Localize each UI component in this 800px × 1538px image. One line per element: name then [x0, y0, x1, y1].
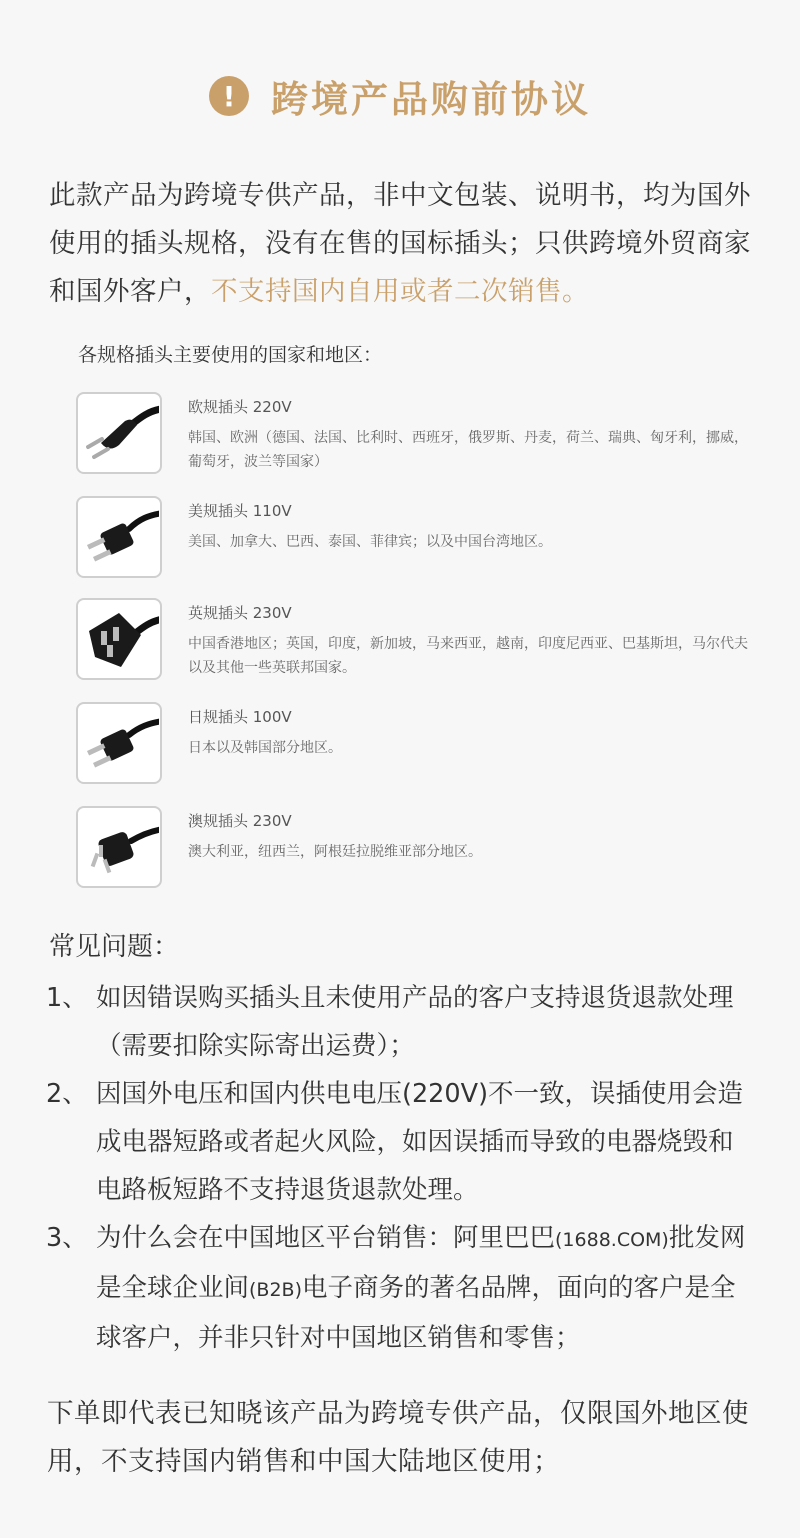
- plug-title: 澳规插头 230V: [188, 812, 292, 830]
- faq-text-small: (1688.COM): [555, 1229, 669, 1251]
- plug-title: 欧规插头 220V: [188, 398, 292, 416]
- intro-highlight: 不支持国内自用或者二次销售。: [211, 276, 589, 307]
- intro-paragraph: [49, 172, 759, 316]
- exclamation-icon: !: [209, 76, 249, 116]
- faq-text: 如因错误购买插头且未使用产品的客户支持退货退款处理（需要扣除实际寄出运费）；: [96, 983, 734, 1061]
- faq-text: 为什么会在中国地区平台销售：阿里巴巴: [96, 1223, 556, 1253]
- plug-desc: 美国、加拿大、巴西、泰国、菲律宾；以及中国台湾地区。: [188, 534, 552, 550]
- plug-title: 英规插头 230V: [188, 604, 292, 622]
- plug-title: 美规插头 110V: [188, 502, 292, 520]
- uk-plug-icon: [76, 598, 162, 680]
- intro-text: 此款产品为跨境专供产品，非中文包装、说明书，均为国外使用的插头规格，没有在售的国标插头；只供跨境外贸商家和国外客户，: [49, 180, 751, 307]
- faq-number: 2、: [46, 1079, 88, 1109]
- faq-number: 1、: [46, 983, 88, 1013]
- plugs-heading: 各规格插头主要使用的国家和地区：: [78, 344, 383, 366]
- faq-list: [46, 974, 756, 1362]
- page-title: 跨境产品购前协议: [271, 78, 591, 121]
- faq-text: 电子商务的著名品牌，面向的客户是全球客户，并非只针对中国地区销售和零售；: [96, 1273, 736, 1353]
- plug-desc: 韩国、欧洲（德国、法国、比利时、西班牙，俄罗斯、丹麦，荷兰、瑞典、匈牙利，挪威，葡萄牙，波兰等国家）: [188, 430, 748, 470]
- faq-text: 因国外电压和国内供电电压(220V)不一致，误插使用会造成电器短路或者起火风险，如因误插而导致的电器烧毁和电路板短路不支持退货退款处理。: [96, 1079, 744, 1205]
- faq-number: 3、: [46, 1223, 88, 1253]
- plug-desc: 日本以及韩国部分地区。: [188, 740, 342, 756]
- eu-plug-icon: [76, 392, 162, 474]
- au-plug-icon: [76, 806, 162, 888]
- jp-plug-icon: [76, 702, 162, 784]
- us-plug-icon: [76, 496, 162, 578]
- plug-desc: 中国香港地区；英国，印度，新加坡，马来西亚，越南，印度尼西亚、巴基斯坦，马尔代夫以及其他一些英联邦国家。: [188, 636, 748, 676]
- faq-heading: 常见问题：: [49, 932, 180, 962]
- faq-item: [46, 974, 756, 1070]
- plug-desc: 澳大利亚，纽西兰，阿根廷拉脱维亚部分地区。: [188, 844, 482, 860]
- faq-item: [46, 1070, 756, 1214]
- faq-item: [46, 1214, 756, 1362]
- faq-text: 批发网是全球企业间: [96, 1223, 746, 1303]
- page-header: [0, 68, 800, 124]
- faq-text-small: (B2B): [249, 1279, 302, 1301]
- closing-paragraph: 下单即代表已知晓该产品为跨境专供产品，仅限国外地区使用，不支持国内销售和中国大陆地区使用；: [47, 1398, 749, 1477]
- plug-title: 日规插头 100V: [188, 708, 292, 726]
